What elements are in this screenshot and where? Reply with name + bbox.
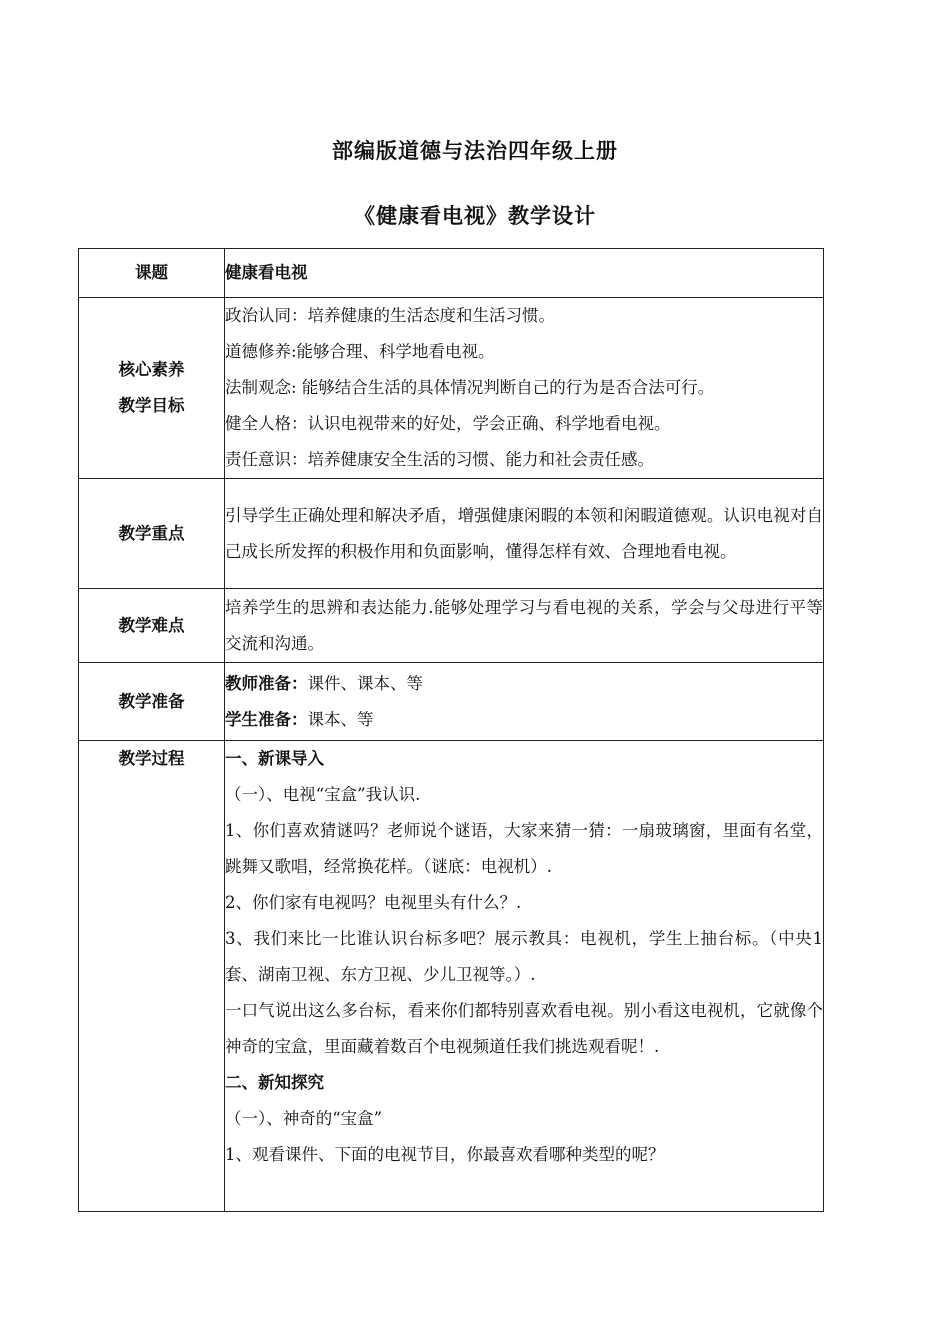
table-row-topic [79, 249, 824, 298]
student-preparation-value: 课本、等 [307, 709, 374, 729]
lesson-plan-table [78, 248, 824, 1212]
difficulties-content [225, 589, 824, 663]
goal-item: 健全人格：认识电视带来的好处，学会正确、科学地看电视。 [225, 414, 671, 433]
key-points-text: 引导学生正确处理和解决矛盾，增强健康闲暇的本领和闲暇道德观。认识电视对自己成长所发挥的积极作用和负面影响，懂得怎样有效、合理地看电视。 [225, 505, 823, 561]
document-subtitle: 《健康看电视》教学设计 [354, 204, 596, 228]
table-row-preparation [79, 663, 824, 741]
process-label: 教学过程 [79, 741, 225, 1212]
preparation-label: 教学准备 [79, 663, 225, 741]
teacher-preparation [225, 666, 823, 702]
section-subheading: （一）、电视“宝盒”我认识. [225, 785, 421, 804]
table-row-goals [79, 298, 824, 479]
section-heading: 二、新知探究 [225, 1073, 324, 1092]
table-row-key-points [79, 479, 824, 589]
goal-item: 政治认同：培养健康的生活态度和生活习惯。 [225, 306, 555, 325]
process-content [225, 741, 824, 1212]
goals-content [225, 298, 824, 479]
goal-item: 责任意识：培养健康安全生活的习惯、能力和社会责任感。 [225, 450, 654, 469]
goal-item: 道德修养:能够合理、科学地看电视。 [225, 342, 495, 361]
student-preparation-label: 学生准备： [225, 709, 308, 729]
key-points-content [225, 479, 824, 589]
key-points-label: 教学重点 [79, 479, 225, 589]
student-preparation [225, 702, 823, 738]
section-heading: 一、新课导入 [225, 749, 324, 768]
process-paragraph: 1、你们喜欢猜谜吗？老师说个谜语，大家来猜一猜：一扇玻璃窗，里面有名堂，跳舞又歌唱，经常换花样。（谜底：电视机）. [225, 821, 823, 876]
teacher-preparation-value: 课件、课本、等 [307, 673, 423, 693]
process-paragraph: 2、你们家有电视吗？电视里头有什么？. [225, 893, 522, 912]
goal-item: 法制观念: 能够结合生活的具体情况判断自己的行为是否合法可行。 [225, 378, 715, 397]
difficulties-text: 培养学生的思辨和表达能力.能够处理学习与看电视的关系，学会与父母进行平等交流和沟通。 [225, 597, 823, 653]
difficulties-label: 教学难点 [79, 589, 225, 663]
process-paragraph: 一口气说出这么多台标，看来你们都特别喜欢看电视。别小看这电视机，它就像个神奇的宝盒，里面藏着数百个电视频道任我们挑选观看呢！. [225, 1001, 823, 1056]
teacher-preparation-label: 教师准备： [225, 673, 308, 693]
process-paragraph: 3、我们来比一比谁认识台标多吧？展示教具：电视机，学生上抽台标。（中央1套、湖南卫视、东方卫视、少儿卫视等。）. [225, 929, 823, 984]
topic-value [225, 249, 824, 298]
preparation-content [225, 663, 824, 741]
section-subheading: （一）、神奇的“宝盒” [225, 1109, 383, 1128]
goals-label-line2: 教学目标 [118, 396, 185, 415]
table-row-process [79, 741, 824, 1212]
topic-label: 课题 [79, 249, 225, 298]
process-paragraph: 1、观看课件、下面的电视节目，你最喜欢看哪种类型的呢？ [225, 1145, 665, 1164]
topic-value-text: 健康看电视 [225, 263, 308, 282]
goals-label [79, 298, 225, 479]
goals-label-line1: 核心素养 [118, 360, 185, 379]
document-title: 部编版道德与法治四年级上册 [332, 139, 618, 163]
table-row-difficulties [79, 589, 824, 663]
